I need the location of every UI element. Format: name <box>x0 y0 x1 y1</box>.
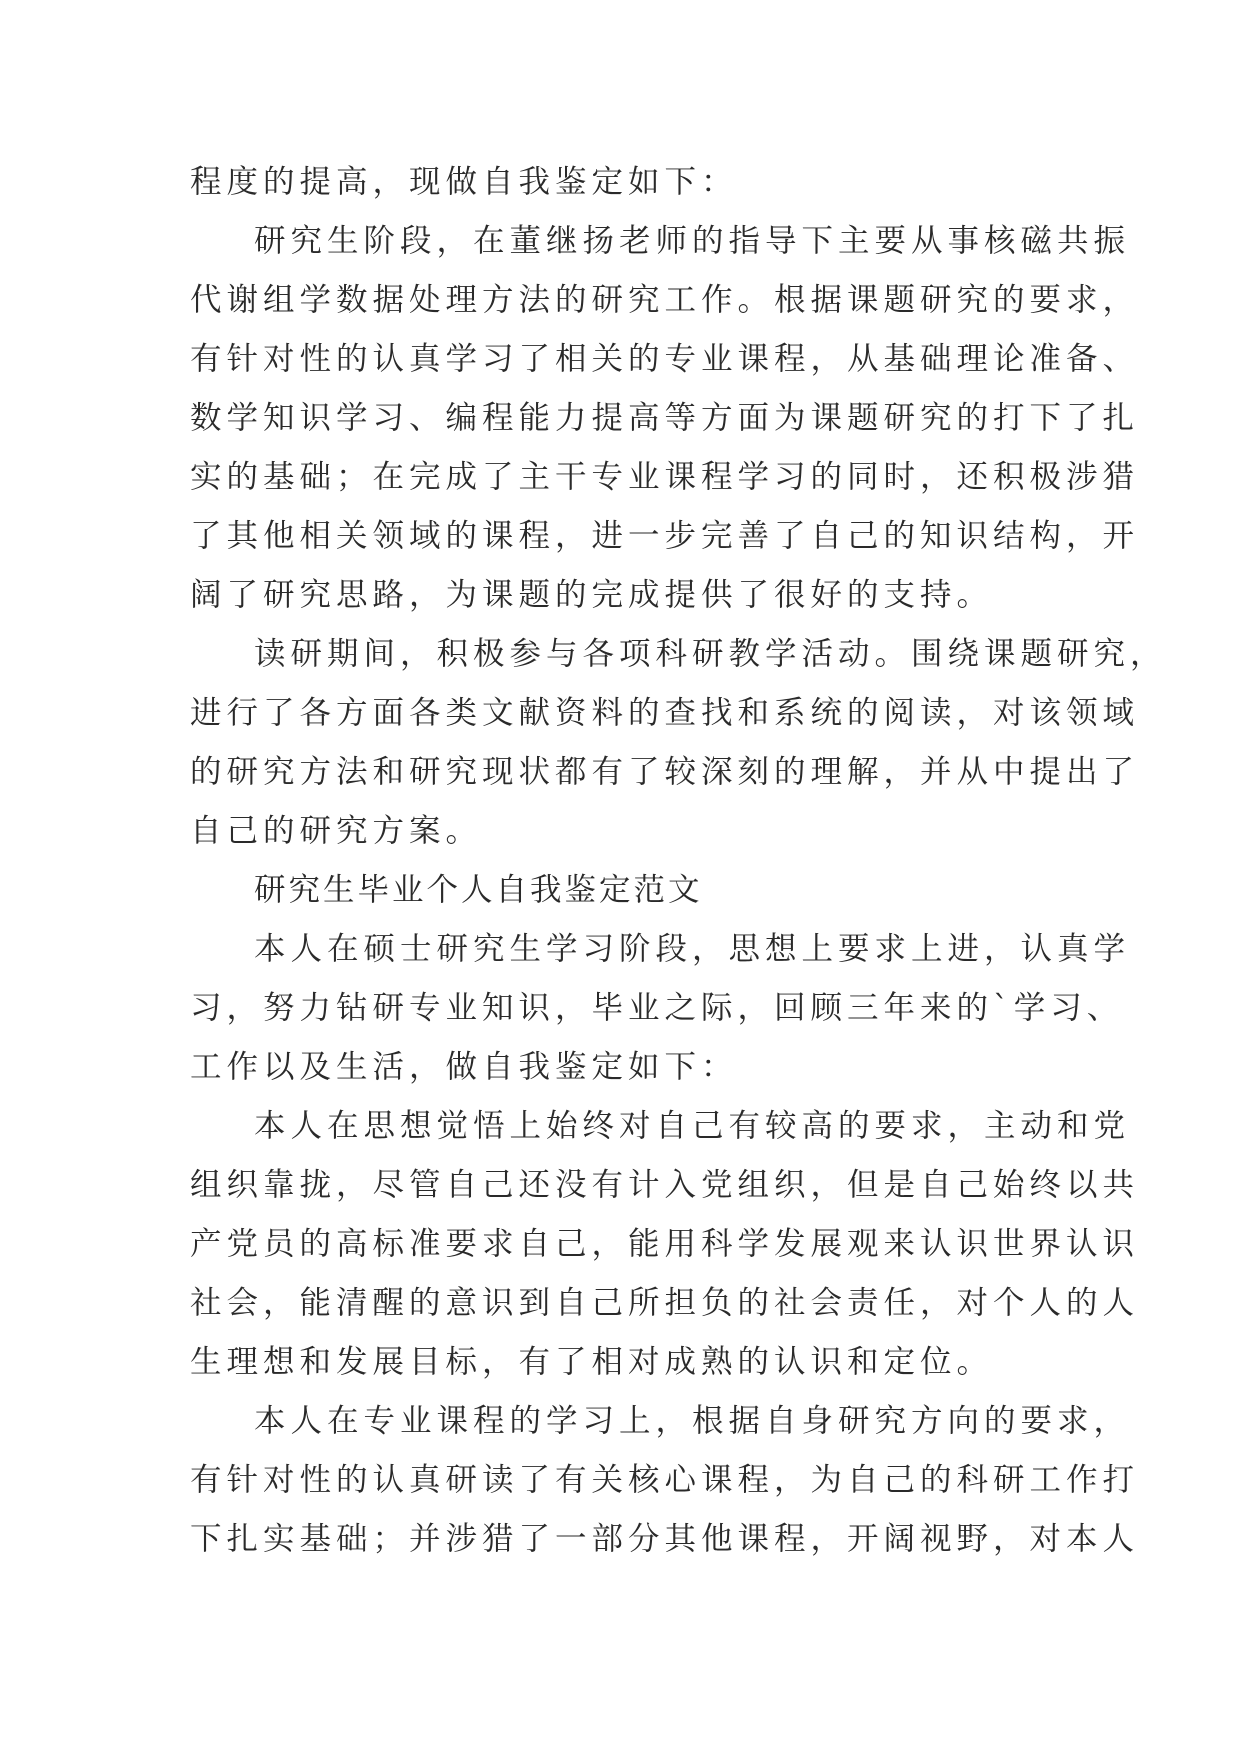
text-line: 产党员的高标准要求自己，能用科学发展观来认识世界认识 <box>190 1226 1140 1262</box>
text-line: 数学知识学习、编程能力提高等方面为课题研究的打下了扎 <box>190 400 1140 436</box>
section-heading: 研究生毕业个人自我鉴定范文 <box>254 872 703 908</box>
text-line: 了其他相关领域的课程，进一步完善了自己的知识结构，开 <box>190 518 1140 554</box>
text-line: 进行了各方面各类文献资料的查找和系统的阅读，对该领域 <box>190 695 1140 731</box>
text-line: 程度的提高，现做自我鉴定如下： <box>190 164 738 200</box>
text-line: 的研究方法和研究现状都有了较深刻的理解，并从中提出了 <box>190 754 1140 790</box>
text-line: 生理想和发展目标，有了相对成熟的认识和定位。 <box>190 1344 994 1380</box>
text-line: 组织靠拢，尽管自己还没有计入党组织，但是自己始终以共 <box>190 1167 1140 1203</box>
text-line: 社会，能清醒的意识到自己所担负的社会责任，对个人的人 <box>190 1285 1140 1321</box>
document-body <box>190 153 1167 1569</box>
paragraph-start-line: 本人在硕士研究生学习阶段，思想上要求上进，认真学 <box>254 931 1131 967</box>
paragraph-start-line: 读研期间，积极参与各项科研教学活动。围绕课题研究， <box>254 636 1167 672</box>
paragraph-start-line: 本人在专业课程的学习上，根据自身研究方向的要求， <box>254 1403 1131 1439</box>
text-line: 实的基础；在完成了主干专业课程学习的同时，还积极涉猎 <box>190 459 1140 495</box>
text-line: 工作以及生活，做自我鉴定如下： <box>190 1049 738 1085</box>
text-line: 自己的研究方案。 <box>190 813 483 849</box>
paragraph-start-line: 研究生阶段，在董继扬老师的指导下主要从事核磁共振 <box>254 223 1131 259</box>
text-line: 有针对性的认真学习了相关的专业课程，从基础理论准备、 <box>190 341 1140 377</box>
text-line: 习，努力钻研专业知识，毕业之际，回顾三年来的`学习、 <box>190 990 1124 1026</box>
text-line: 有针对性的认真研读了有关核心课程，为自己的科研工作打 <box>190 1462 1140 1498</box>
paragraph-start-line: 本人在思想觉悟上始终对自己有较高的要求，主动和党 <box>254 1108 1131 1144</box>
text-line: 代谢组学数据处理方法的研究工作。根据课题研究的要求， <box>190 282 1140 318</box>
text-line: 下扎实基础；并涉猎了一部分其他课程，开阔视野，对本人 <box>190 1521 1140 1557</box>
text-line: 阔了研究思路，为课题的完成提供了很好的支持。 <box>190 577 994 613</box>
